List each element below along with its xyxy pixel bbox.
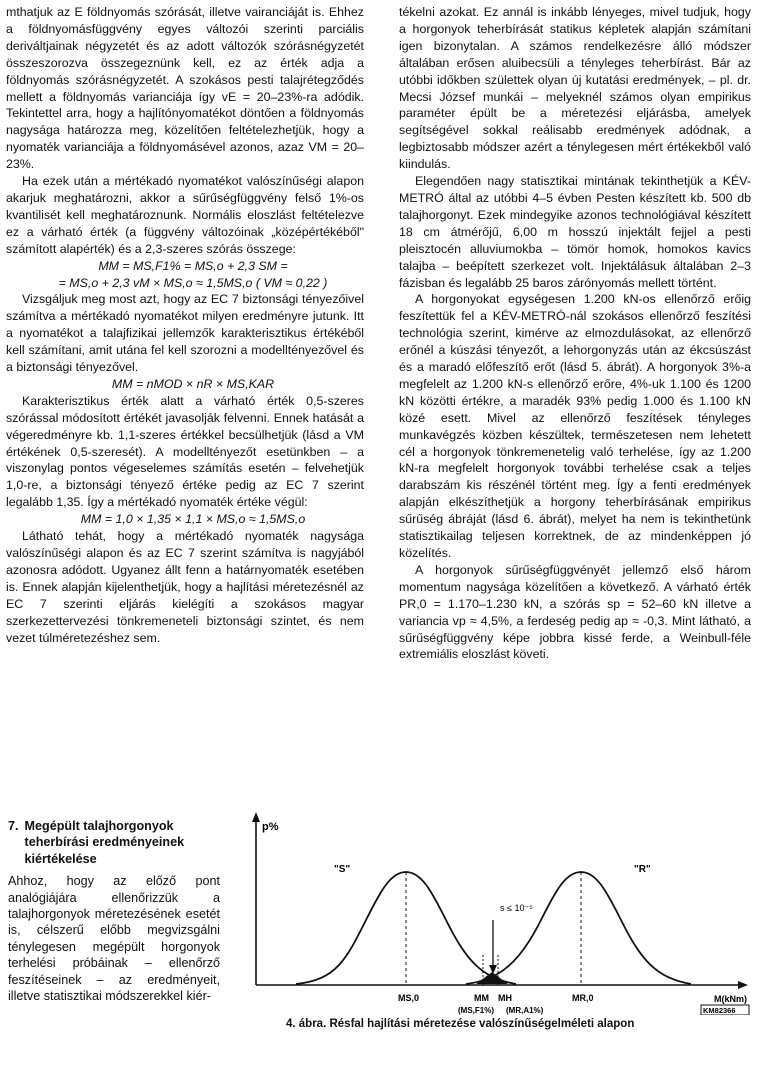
tick-mr0: MR,0 <box>572 993 594 1003</box>
section-number: 7. <box>8 819 19 833</box>
figure-caption: 4. ábra. Résfal hajlítási méretezése valószínűségelméleti alapon <box>286 1018 635 1030</box>
formula: MM = MS,F1% = MS,o + 2,3 SM = <box>98 258 288 273</box>
curve-r <box>466 872 691 984</box>
left-column <box>6 4 364 646</box>
sub-msf: (MS,F1%) <box>458 1006 494 1015</box>
tick-mh: MH <box>498 993 512 1003</box>
figure-4 <box>236 810 756 1050</box>
y-axis-label: p% <box>262 821 279 833</box>
paragraph: Elegendően nagy statisztikai mintának tekinthetjük a KÉV-METRÓ által az utóbbi 4–5 évben Pesten készített kb. 500 db talajhorgonyt. Ezek mindegyike azonos technológiával készített 18 cm átmérőjű, 6,00 m hosszú injektált fejjel a pesti pleisztocén alluviumokba – tömör homok, homokos kavics talajba – beépített szerkezet volt. Injektálásuk általában 2–3 fázisban és legalább 25 baros zárónyomás mellett történt. <box>399 174 751 290</box>
formula: = MS,o + 2,3 vM × MS,o ≈ 1,5MS,o ( VM ≈ 0,22 ) <box>58 275 328 290</box>
paragraph: Karakterisztikus érték alatt a várható érték 0,5-szeres szórással módosított értékét javasolják felvenni. Ennek hatását a végeredményre kb. 1,1-szeres értékkel becsülhetjük (lásd a VM értékének 0,5-szeresét). A modelltényezőt esetünkben – a viszonylag pontos végeselemes számítás esetén – felvehetjük 1,0-re, a biztonsági tényező értéke pedig az EC 7 szerint legalább 1,35. Így a mértékadó nyomaték értéke végül: <box>6 393 364 510</box>
section-7 <box>8 818 220 1004</box>
paragraph: tékelni azokat. Ez annál is inkább lényeges, mivel tudjuk, hogy a horgonyok teherbírását statikus képletek alapján számítani igen bizonytalan. A számos rendelkezésre álló módszer általában erősen aluibecsüli a tényleges teherbírást. Bár az utóbbi időkben születtek olyan új kutatási eredmények, – pl. dr. Mecsi József munkái – melyeknél számos olyan empirikus paraméter épült be a méretezési eljárásba, amelyek segítségével sokkal reálisabb eredmények adódnak, a legbiztosabb módszer azért a ténylegesen mért értékekből való kiindulás. <box>399 5 751 172</box>
section-heading <box>8 818 220 867</box>
prob-pointer-head <box>489 965 497 974</box>
tick-mm: MM <box>474 993 489 1003</box>
x-axis-label: M(kNm) <box>714 994 747 1004</box>
curve-r-label: "R" <box>634 864 651 875</box>
paragraph: Ha ezek után a mértékadó nyomatékot valószínűségi alapon akarjuk meghatározni, akkor a sűrűségfüggvény felső 1%-os kvantilisét kell meghatároznunk. Normális eloszlást feltételezve ez a várható érték (a függvény változóinak „középértékéből" számított alapérték) és a 2,3-szeres szórás összege: <box>6 174 364 256</box>
formula: MM = nMOD × nR × MS,KAR <box>111 376 275 391</box>
paragraph: Vizsgáljuk meg most azt, hogy az EC 7 biztonsági tényezőivel számítva a mértékadó nyomatékot milyen eredményre jutunk. Itt a nyomatékot a talajfizikai jellemzők karakterisztikus értékéből kell számítani, amit utána fel kell szorozni a modelltényezővel és a biztonsági tényezővel. <box>6 292 364 375</box>
sub-mra: (MR,A1%) <box>506 1006 544 1015</box>
x-axis-arrow <box>738 981 748 989</box>
paragraph: Látható tehát, hogy a mértékadó nyomaték nagysága valószínűségi alapon és az EC 7 szerint számítva is nagyjából azonosra adódott. Ugyanez állt fenn a határnyomaték esetében is. Ennek alapján kijelenthetjük, hogy a hajlítási méretezésnél az EC 7 szerinti eljárás kielégíti a szokásos magyar szerkezettervezési tönkremeneteli biztonsági szintet, és nem vezet túlméretezéshez sem. <box>6 529 364 645</box>
curve-s-label: "S" <box>334 864 351 875</box>
failure-zone <box>476 972 508 984</box>
tick-ms0: MS,0 <box>398 993 420 1003</box>
density-diagram <box>236 810 756 1015</box>
paragraph: A horgonyok sűrűségfüggvényét jellemző első három momentum nagysága közelítően a következő. A várható érték PR,0 = 1.170–1.230 kN, a szórás sp = 52–60 kN illetve a variancia vp ≈ 4,5%, a ferdeség pedig ap ≈ -0,3. Mint látható, a sűrűségfüggvény képe jobbra kissé ferde, a Weinbull-féle extremiális eloszlást követi. <box>399 562 751 662</box>
y-axis-arrow <box>252 812 260 822</box>
paragraph: mthatjuk az E földnyomás szórását, illetve vairanciáját is. Ehhez a földnyomásfüggvény egyes változói szerinti parciális deriváltjainak négyzetét és az adott változók szórásnégyzetét összeszorozva összegeznünk kell, ez az érték adja a földnyomás szórásnégyzetét. A szokásos pesti talajrétegződés mellett a földnyomás varianciája így vE = 20–23%-ra adódik. Tekintettel arra, hogy a hajlítónyomatékot döntően a földnyomás nagysága határozza meg, közelítően feltételezhetjük, hogy a nyomaték varianciája a földnyomásével azonos, azaz VM = 20–23%. <box>6 5 364 172</box>
section-title: Megépült talajhorgonyok teherbírási eredményeinek kiértékelése <box>24 819 185 866</box>
right-column <box>399 4 751 663</box>
section-body: Ahhoz, hogy az előző pont analógiájára ellenőrizzük a talajhorgonyok méretezésének esetét is, célszerű előbb megvizsgálni ténylegesen megépült horgonyok terhelési próbáinak – ellenőrző feszítéseinek – az eredményeit, illetve statisztikai módszerekkel kiér- <box>8 874 220 1004</box>
prob-label: s ≤ 10⁻⁵ <box>500 903 533 913</box>
stamp-label: KM82366 <box>703 1006 736 1015</box>
paragraph: A horgonyokat egységesen 1.200 kN-os ellenőrző erőig feszítettük fel a KÉV-METRÓ-nál szokásos ellenőrző feszítési technológia szerint, kimérve az elmozdulásokat, az ellenőrző erőnél a kúszási tényezőt, a lehorgonyzás után az ékcsúszást és a maradó előfeszítő erőt (lásd 5. ábrát). A horgonyok 3%-a megfelelt az 1.200 kN-s ellenőrző erőre, 4%-uk 1.100 és 1200 kN közötti értékre, a maradék 93% pedig 1.000 és 1.100 kN közé esett. Mivel az ellenőrző feszítések tényleges munkavégzés közben készültek, természetesen nem lehetett cél a horgonyok tönkremenetelig való terhelése, így az 1.200 kN-ra megfelelt horgonyok további terhelése csak a teljes darabszám kis részénél történt meg. Így a fenti eredmények alapján elkészíthetjük a horgony teherbírásának empirikus sűrűség ábráját (lásd 6. ábrát), melyet ha nem is tekinthetünk statisztikailag teljesen korrektnek, de az mindenképpen jó közelítés. <box>399 292 751 560</box>
formula: MM = 1,0 × 1,35 × 1,1 × MS,o ≈ 1,5MS,o <box>80 512 306 527</box>
